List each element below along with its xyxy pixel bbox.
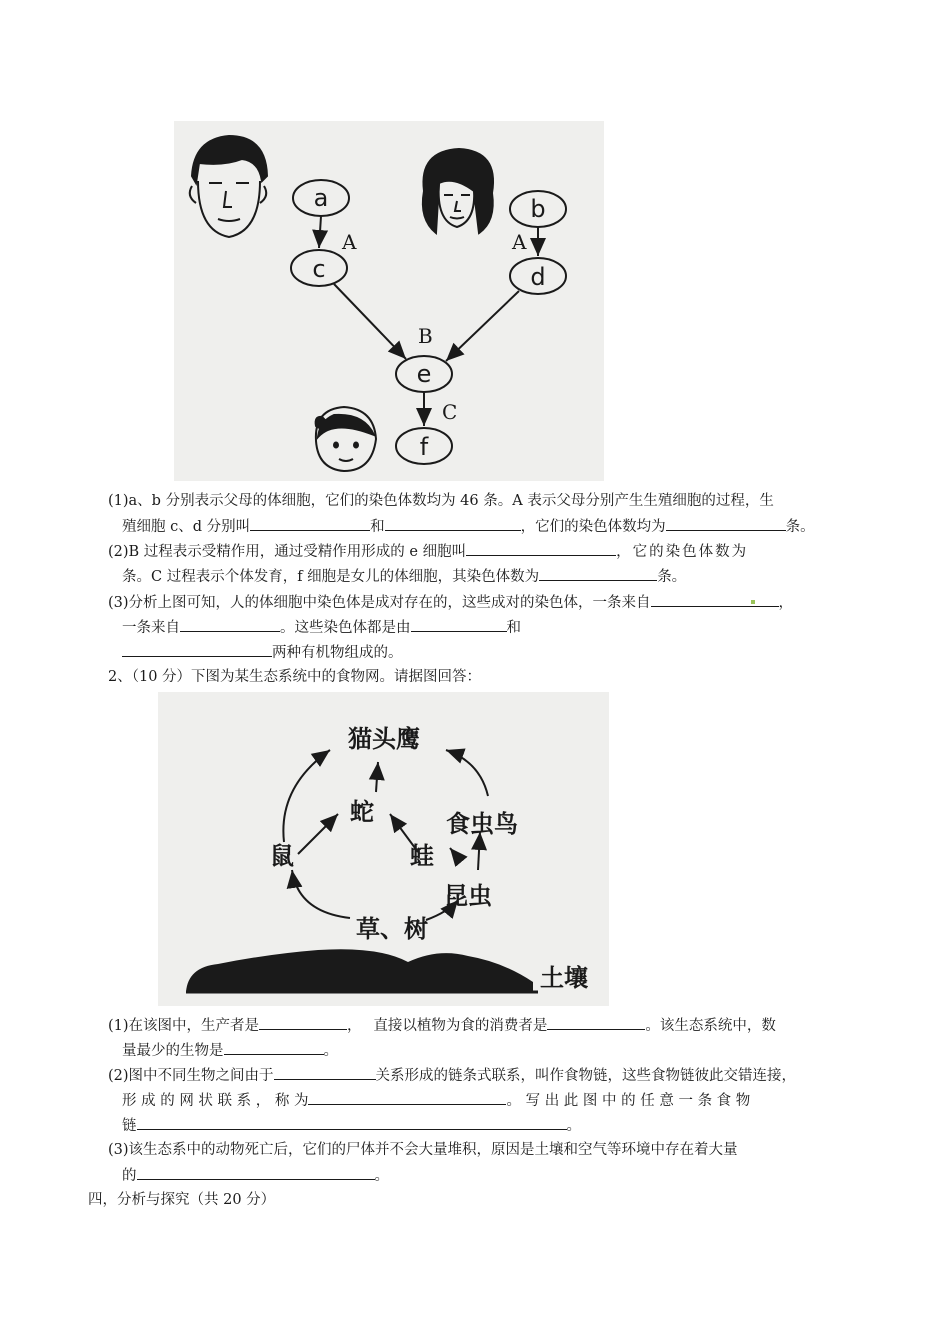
blank-f-count[interactable]: [539, 566, 657, 581]
label-a: a: [313, 184, 329, 212]
q2-part2-text: (2)图中不同生物之间由于 关系形成的链条式联系，叫作食物链，这些食物链彼此交错连接，: [108, 1065, 796, 1086]
arrow-label-B: B: [418, 324, 433, 348]
blank-e-name[interactable]: [466, 541, 616, 556]
blank-food-chain[interactable]: [137, 1115, 567, 1130]
blank-from-one[interactable]: [651, 592, 779, 607]
blank-chromosome-count[interactable]: [666, 516, 786, 531]
father-face-icon: [190, 136, 267, 237]
q2-part2-cont: 形 成 的 网 状 联 系 ， 称 为 。 写 出 此 图 中 的 任 意 一 条 食 物: [122, 1090, 750, 1111]
soil-label: 土壤: [540, 964, 588, 992]
label-c: c: [312, 255, 326, 283]
blank-producer[interactable]: [259, 1015, 347, 1030]
label-d: d: [530, 263, 546, 291]
soil-mound: [186, 949, 533, 992]
reproduction-diagram: [174, 121, 604, 481]
blank-decomposers[interactable]: [137, 1165, 375, 1180]
q1-part2-text: (2)B 过程表示受精作用，通过受精作用形成的 e 细胞叫 ，它的染色体数为: [108, 541, 748, 562]
q1-part3-cont: 一条来自 。这些染色体都是由 和: [122, 617, 521, 638]
blank-fewest[interactable]: [224, 1040, 324, 1055]
blank-organic-1[interactable]: [411, 617, 507, 632]
blank-c[interactable]: [250, 516, 370, 531]
q2-heading: 2、（10 分）下图为某生态系统中的食物网。请据图回答：: [108, 669, 482, 685]
q1-part3-text: (3)分析上图可知，人的体细胞中染色体是成对存在的，这些成对的染色体，一条来自 ，: [108, 592, 793, 613]
bird-label: 食虫鸟: [446, 810, 518, 838]
label-f: f: [419, 433, 429, 461]
q1-part1-text: (1)a、b 分别表示父母的体细胞，它们的染色体数均为 46 条。A 表示父母分别产生生殖细胞的过程，生: [108, 493, 774, 509]
mouse-label: 鼠: [270, 842, 294, 870]
q1-part3-end: 两种有机物组成的。: [122, 642, 403, 663]
arrow-label-A-right: A: [512, 230, 527, 254]
q1-part2-cont: 条。C 过程表示个体发育，f 细胞是女儿的体细胞，其染色体数为 条。: [122, 566, 686, 587]
blank-from-other[interactable]: [180, 617, 280, 632]
q2-part2-chain: 链 。: [122, 1115, 581, 1136]
arrow-label-C: C: [442, 400, 458, 424]
plants-label: 草、树: [356, 915, 428, 943]
mother-face-icon: [423, 149, 493, 233]
food-web-diagram: [158, 692, 609, 1006]
snake-label: 蛇: [350, 798, 374, 826]
blank-d[interactable]: [385, 516, 521, 531]
frog-label: 蛙: [410, 842, 434, 870]
daughter-face-icon: [316, 407, 376, 471]
insect-label: 昆虫: [444, 882, 492, 910]
q1-part1-cont: 殖细胞 c、d 分别叫 和 ，它们的染色体数均为 条。: [122, 516, 815, 537]
label-e: e: [416, 360, 432, 388]
q2-part1-text: (1)在该图中，生产者是 ， 直接以植物为食的消费者是 。该生态系统中，数: [108, 1015, 776, 1036]
arrow-label-A-left: A: [342, 230, 357, 254]
q2-part3-cont: 的 。: [122, 1165, 389, 1186]
owl-label: 猫头鹰: [348, 725, 420, 753]
q2-part1-cont: 量最少的生物是 。: [122, 1040, 338, 1061]
blank-food-web[interactable]: [308, 1090, 506, 1105]
section-4-heading: 四，分析与探究（共 20 分）: [88, 1192, 276, 1208]
label-b: b: [530, 195, 546, 223]
q2-part3-text: (3)该生态系中的动物死亡后，它们的尸体并不会大量堆积，原因是土壤和空气等环境中存在着大量: [108, 1142, 738, 1158]
blank-relation[interactable]: [274, 1065, 376, 1080]
blank-organic-2[interactable]: [122, 642, 272, 657]
blank-primary-consumer[interactable]: [547, 1015, 645, 1030]
